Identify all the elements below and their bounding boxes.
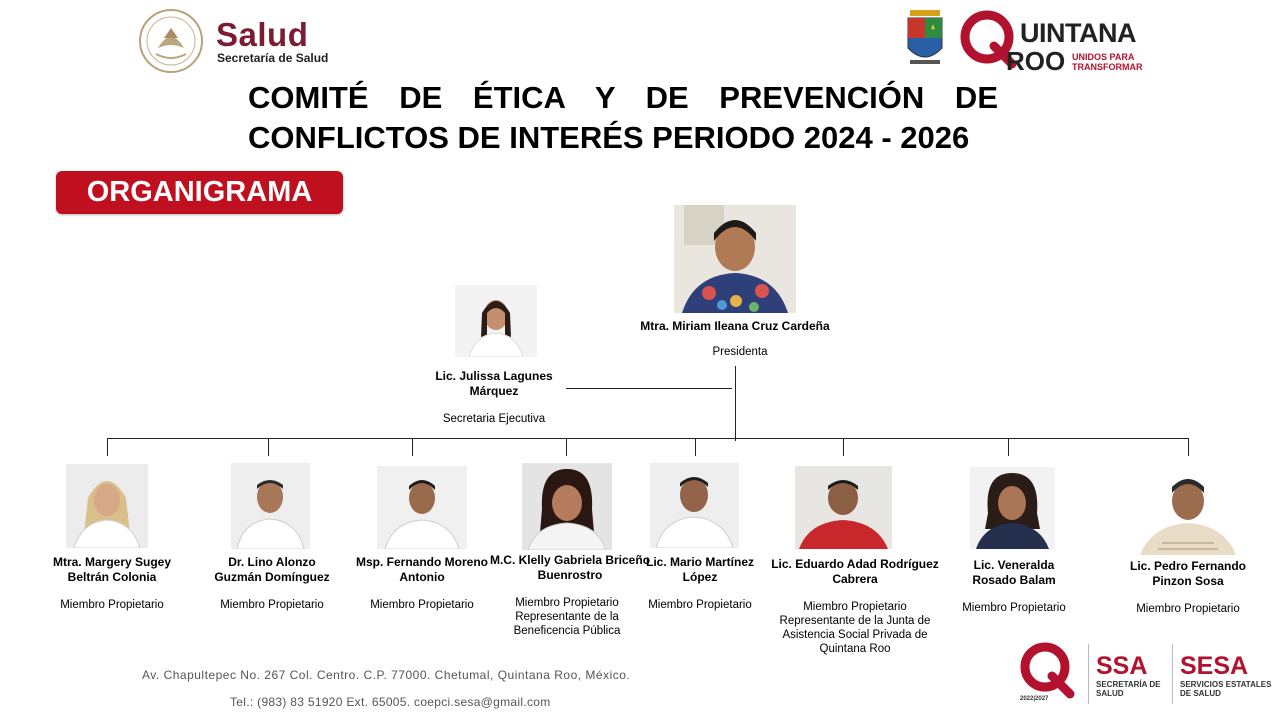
connector-members-horizontal <box>107 438 1189 439</box>
period-label: 2022|2027 <box>1020 696 1049 702</box>
footer-divider-2 <box>1172 644 1173 704</box>
connector-drop-2 <box>268 438 269 456</box>
member-name-2: Dr. Lino Alonzo Guzmán Domínguez <box>214 555 330 584</box>
member-name-8: Lic. Pedro Fernando Pinzon Sosa <box>1129 559 1246 588</box>
secretaria-photo <box>455 285 537 357</box>
ssa-wordmark: SSA <box>1096 652 1148 680</box>
member-photo-6 <box>795 466 892 549</box>
member-name-3: Msp. Fernando Moreno Antonio <box>356 555 488 584</box>
qroo-wordmark-bottom: ROO <box>1006 46 1066 76</box>
member-photo-5 <box>650 463 739 548</box>
secretaria-role: Secretaria Ejecutiva <box>442 413 546 425</box>
qroo-wordmark-top: UINTANA <box>1020 18 1136 48</box>
footer-contact: Tel.: (983) 83 51920 Ext. 65005. coepci.sesa@gmail.com <box>230 695 551 709</box>
footer-address: Av. Chapultepec No. 267 Col. Centro. C.P. 77000. Chetumal, Quintana Roo, México. <box>142 668 631 682</box>
connector-president-vertical <box>735 366 736 441</box>
secretaria-name: Lic. Julissa Lagunes Márquez <box>435 369 553 398</box>
member-photo-3 <box>377 466 467 549</box>
member-photo-1 <box>66 464 148 548</box>
sesa-wordmark: SESA <box>1180 652 1249 680</box>
member-name-6: Lic. Eduardo Adad Rodríguez Cabrera <box>771 557 939 586</box>
quintana-roo-q-icon <box>1014 640 1080 700</box>
presidenta-name: Mtra. Miriam Ileana Cruz Cardeña <box>640 319 830 333</box>
member-name-5: Lic. Mario Martínez López <box>645 555 755 584</box>
qroo-tagline: UNIDOS PARA TRANSFORMAR <box>1072 52 1143 72</box>
connector-drop-8 <box>1188 438 1189 456</box>
state-crest-icon <box>904 8 946 70</box>
salud-logo <box>136 8 346 76</box>
connector-drop-4 <box>566 438 567 456</box>
member-role-3: Miembro Propietario <box>370 599 474 611</box>
member-name-4: M.C. Klelly Gabriela Briceño Buenrostro <box>489 553 651 582</box>
connector-drop-7 <box>1008 438 1009 456</box>
connector-drop-3 <box>412 438 413 456</box>
footer-logos <box>1012 640 1274 708</box>
member-role-8: Miembro Propietario <box>1136 603 1240 615</box>
member-role-7: Miembro Propietario <box>962 602 1066 614</box>
connector-drop-6 <box>843 438 844 456</box>
quintana-roo-logo <box>902 6 1146 76</box>
member-role-4: Miembro Propietario Representante de la Beneficencia Pública <box>513 597 621 637</box>
member-role-1: Miembro Propietario <box>60 599 164 611</box>
mexico-seal-icon <box>136 8 206 74</box>
member-photo-2 <box>231 463 310 549</box>
presidenta-role: Presidenta <box>712 346 768 358</box>
member-role-6: Miembro Propietario Representante de la Junta de Asistencia Social Privada de Quintana Roo <box>779 601 931 655</box>
member-role-5: Miembro Propietario <box>648 599 752 611</box>
sesa-subtitle: SERVICIOS ESTATALES DE SALUD <box>1180 680 1272 698</box>
member-name-7: Lic. Veneralda Rosado Balam <box>972 558 1056 587</box>
member-role-2: Miembro Propietario <box>220 599 324 611</box>
connector-drop-5 <box>695 438 696 456</box>
connector-secretary-horizontal <box>566 388 732 389</box>
title-line-2: CONFLICTOS DE INTERÉS PERIODO 2024 - 2026 <box>248 120 970 155</box>
organigrama-badge: ORGANIGRAMA <box>56 171 343 214</box>
salud-wordmark: Salud <box>216 16 309 53</box>
member-photo-8 <box>1132 463 1244 555</box>
salud-subtitle: Secretaría de Salud <box>217 51 329 65</box>
member-photo-7 <box>970 467 1055 549</box>
footer-divider-1 <box>1088 644 1089 704</box>
connector-drop-1 <box>107 438 108 456</box>
presidenta-photo <box>674 205 796 313</box>
page-title <box>248 78 998 158</box>
title-line-1: COMITÉ DE ÉTICA Y DE PREVENCIÓN DE <box>248 80 998 115</box>
ssa-subtitle: SECRETARÍA DE SALUD <box>1096 680 1161 698</box>
member-name-1: Mtra. Margery Sugey Beltrán Colonia <box>52 555 172 584</box>
member-photo-4 <box>522 463 612 550</box>
